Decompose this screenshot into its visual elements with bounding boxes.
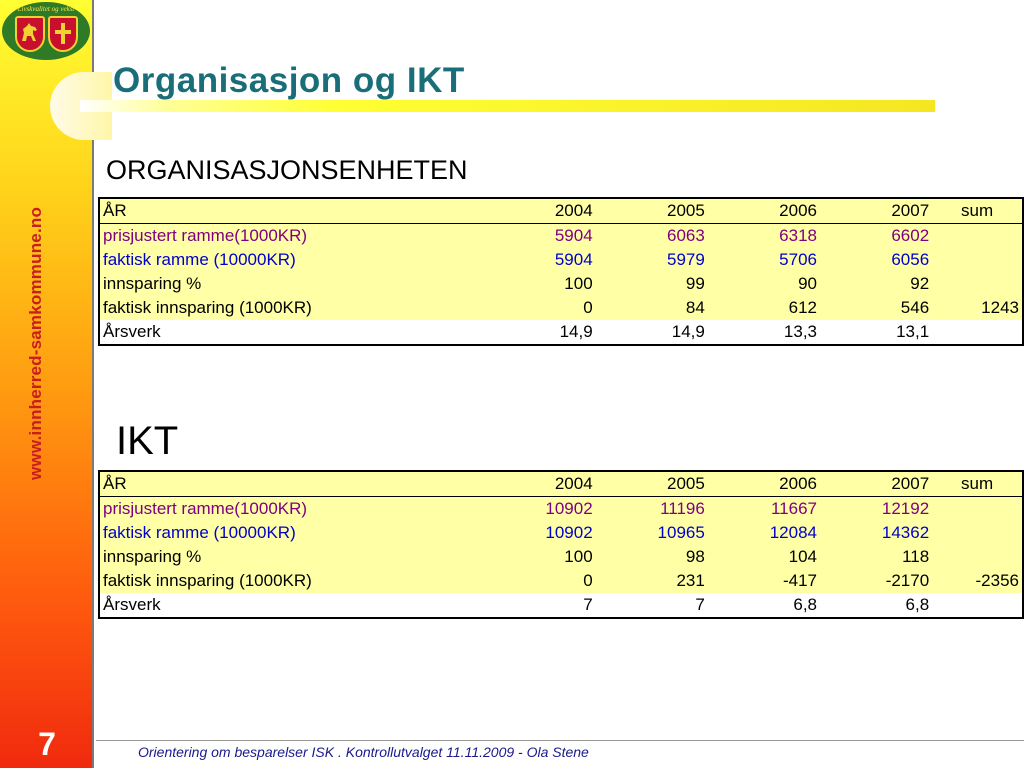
table-cell: 84 bbox=[596, 296, 708, 320]
header-cell: 2007 bbox=[820, 198, 932, 224]
header-cell: sum bbox=[932, 198, 1023, 224]
table-cell: 14362 bbox=[820, 521, 932, 545]
footer-divider bbox=[96, 740, 1024, 741]
header-cell: 2004 bbox=[483, 198, 595, 224]
table-cell: 6602 bbox=[820, 224, 932, 249]
ikt-table bbox=[98, 470, 1024, 619]
header-cell: 2005 bbox=[596, 198, 708, 224]
logo-text: Livskvalitet og vekst bbox=[17, 5, 75, 13]
slide-title: Organisasjon og IKT bbox=[113, 61, 465, 100]
table-cell: 100 bbox=[483, 545, 595, 569]
table-cell bbox=[932, 320, 1023, 345]
table-cell bbox=[932, 593, 1023, 618]
table-row bbox=[99, 224, 1023, 249]
title-underline-bar bbox=[80, 100, 935, 112]
table-cell: 5904 bbox=[483, 248, 595, 272]
header-cell: 2007 bbox=[820, 471, 932, 497]
table-cell: 10902 bbox=[483, 497, 595, 522]
table-cell: -2356 bbox=[932, 569, 1023, 593]
horse-shield-icon bbox=[15, 16, 45, 52]
table-cell: 6056 bbox=[820, 248, 932, 272]
header-cell: ÅR bbox=[99, 198, 483, 224]
table-cell: 6,8 bbox=[905, 595, 930, 614]
table-cell: 231 bbox=[596, 569, 708, 593]
table-row bbox=[99, 569, 1023, 593]
table-cell bbox=[932, 248, 1023, 272]
table-cell: 0 bbox=[483, 569, 595, 593]
table-cell: 6,8 bbox=[793, 595, 817, 614]
table-cell: 5979 bbox=[596, 248, 708, 272]
table-cell: 12192 bbox=[820, 497, 932, 522]
ikt-section-title: IKT bbox=[116, 419, 179, 463]
table-cell: 6063 bbox=[596, 224, 708, 249]
header-cell: 2006 bbox=[708, 471, 820, 497]
row-label: prisjustert ramme(1000KR) bbox=[99, 224, 483, 249]
table-cell: 546 bbox=[820, 296, 932, 320]
row-label: Årsverk bbox=[103, 595, 161, 614]
row-label: Årsverk bbox=[103, 322, 161, 341]
table-cell: 5706 bbox=[708, 248, 820, 272]
table-row bbox=[99, 272, 1023, 296]
table-header-row bbox=[99, 198, 1023, 224]
header-cell: 2004 bbox=[483, 471, 595, 497]
cross-shield-icon bbox=[48, 16, 78, 52]
header-cell: 2005 bbox=[596, 471, 708, 497]
slide-number: 7 bbox=[38, 726, 56, 762]
table-cell: -417 bbox=[708, 569, 820, 593]
table-cell: 7 bbox=[583, 595, 593, 614]
header-cell: sum bbox=[932, 471, 1023, 497]
table-cell: 90 bbox=[708, 272, 820, 296]
table-row bbox=[99, 593, 1023, 618]
table-cell: 92 bbox=[820, 272, 932, 296]
table-cell: 10965 bbox=[596, 521, 708, 545]
table-cell: 13,3 bbox=[783, 322, 817, 341]
table-cell: 0 bbox=[483, 296, 595, 320]
organisasjon-table bbox=[98, 197, 1024, 346]
municipality-logo bbox=[2, 2, 90, 60]
footer-text: Orientering om besparelser ISK . Kontrollutvalget 11.11.2009 - Ola Stene bbox=[138, 744, 589, 760]
table-row bbox=[99, 521, 1023, 545]
table-cell: 100 bbox=[483, 272, 595, 296]
header-cell: ÅR bbox=[99, 471, 483, 497]
table-cell: 6318 bbox=[708, 224, 820, 249]
organisasjon-section-title: ORGANISASJONSENHETEN bbox=[106, 155, 468, 185]
table-row bbox=[99, 320, 1023, 345]
table-row bbox=[99, 545, 1023, 569]
row-label: faktisk innsparing (1000KR) bbox=[99, 569, 483, 593]
table-cell: 118 bbox=[820, 545, 932, 569]
table-header-row bbox=[99, 471, 1023, 497]
table-cell: 13,1 bbox=[896, 322, 930, 341]
table-row bbox=[99, 497, 1023, 522]
table-cell: 98 bbox=[596, 545, 708, 569]
row-label: faktisk ramme (10000KR) bbox=[99, 521, 483, 545]
header-cell: 2006 bbox=[708, 198, 820, 224]
row-label: innsparing % bbox=[99, 545, 483, 569]
table-cell: 7 bbox=[695, 595, 705, 614]
table-cell bbox=[932, 224, 1023, 249]
table-cell: 14,9 bbox=[671, 322, 705, 341]
table-cell bbox=[932, 272, 1023, 296]
table-cell: 99 bbox=[596, 272, 708, 296]
row-label: prisjustert ramme(1000KR) bbox=[99, 497, 483, 522]
table-cell: 11667 bbox=[708, 497, 820, 522]
website-url: www.innherred-samkommune.no bbox=[26, 206, 45, 480]
table-cell: 10902 bbox=[483, 521, 595, 545]
table-cell: 1243 bbox=[932, 296, 1023, 320]
table-cell: 612 bbox=[708, 296, 820, 320]
table-cell bbox=[932, 521, 1023, 545]
table-cell bbox=[932, 545, 1023, 569]
row-label: innsparing % bbox=[99, 272, 483, 296]
table-cell: 104 bbox=[708, 545, 820, 569]
row-label: faktisk innsparing (1000KR) bbox=[99, 296, 483, 320]
table-cell bbox=[932, 497, 1023, 522]
table-cell: 14,9 bbox=[559, 322, 593, 341]
table-cell: 12084 bbox=[708, 521, 820, 545]
table-row bbox=[99, 248, 1023, 272]
row-label: faktisk ramme (10000KR) bbox=[99, 248, 483, 272]
table-row bbox=[99, 296, 1023, 320]
table-cell: 11196 bbox=[596, 497, 708, 522]
table-cell: -2170 bbox=[820, 569, 932, 593]
table-cell: 5904 bbox=[483, 224, 595, 249]
